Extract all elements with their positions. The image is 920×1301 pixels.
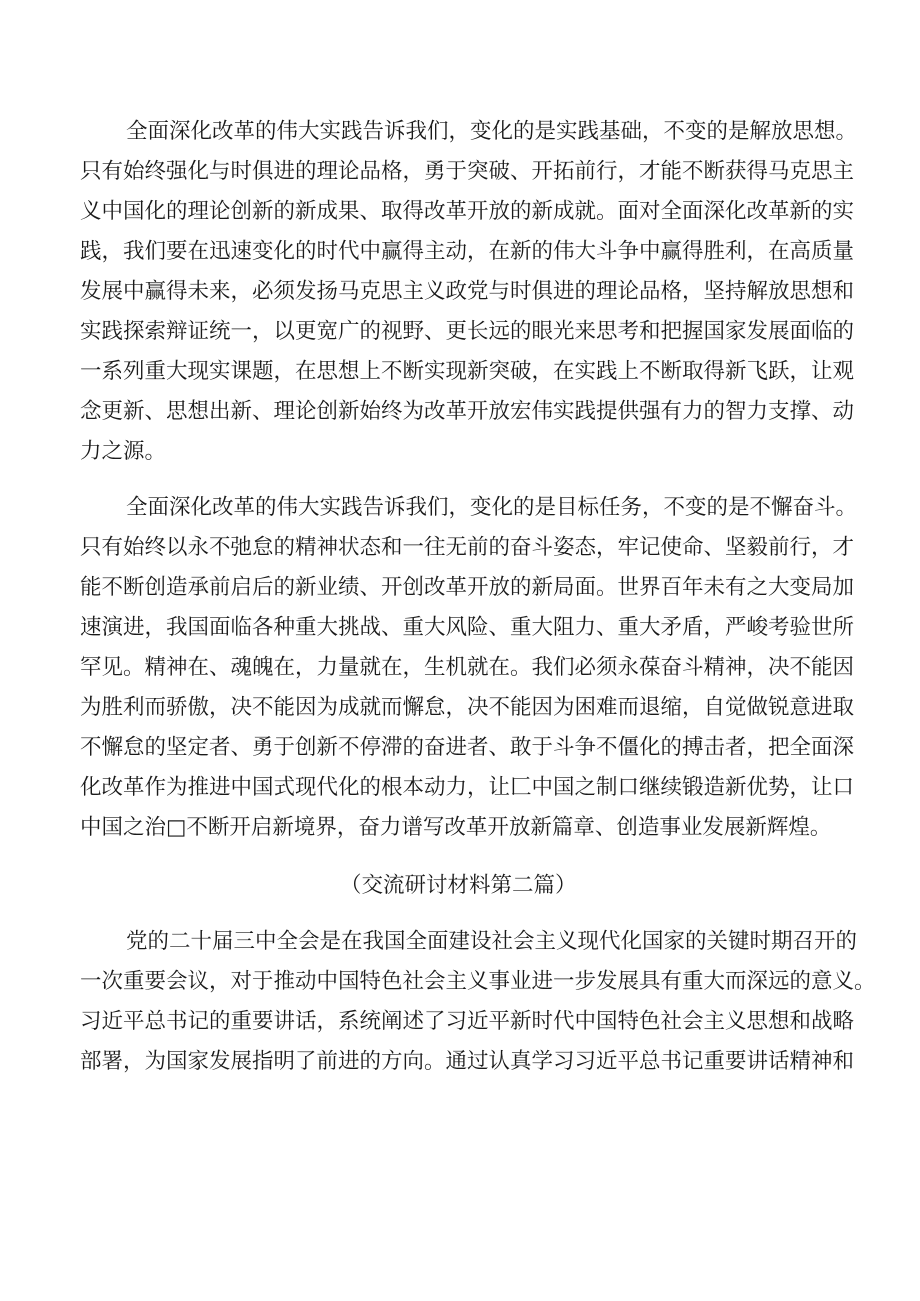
paragraph-line: 只有始终强化与时俱进的理论品格，勇于突破、开拓前行，才能不断获得马克思主: [80, 159, 855, 184]
paragraph-line: 党的二十届三中全会是在我国全面建设社会主义现代化国家的关键时期召开的: [126, 929, 858, 954]
paragraph-line: 能不断创造承前启后的新业绩、开创改革开放的新局面。世界百年未有之大变局加: [80, 575, 855, 600]
paragraph-line: 义中国化的理论创新的新成果、取得改革开放的新成就。面对全面深化改革新的实: [80, 199, 855, 224]
paragraph-line: 实践探索辩证统一，以更宽广的视野、更长远的眼光来思考和把握国家发展面临的: [80, 319, 855, 344]
paragraph-line: 一次重要会议，对于推动中国特色社会主义事业进一步发展具有重大而深远的意义。: [80, 969, 876, 994]
paragraph-line: 化改革作为推进中国式现代化的根本动力，让匚中国之制口继续锻造新优势，让口: [80, 775, 855, 800]
paragraph-line: 部署，为国家发展指明了前进的方向。通过认真学习习近平总书记重要讲话精神和: [80, 1049, 855, 1074]
paragraph-line: 速演进，我国面临各种重大挑战、重大风险、重大阻力、重大矛盾，严峻考验世所: [80, 615, 855, 640]
paragraph-line: 发展中赢得未来，必须发扬马克思主义政党与时俱进的理论品格，坚持解放思想和: [80, 279, 855, 304]
paragraph-line: 践，我们要在迅速变化的时代中赢得主动，在新的伟大斗争中赢得胜利，在高质量: [80, 239, 855, 264]
paragraph-line: 全面深化改革的伟大实践告诉我们，变化的是目标任务，不变的是不懈奋斗。: [126, 495, 858, 520]
paragraph-line: 一系列重大现实课题，在思想上不断实现新突破，在实践上不断取得新飞跃，让观: [80, 359, 855, 384]
section-heading: （交流研讨材料第二篇）: [340, 873, 577, 898]
paragraph-line: 力之源。: [80, 439, 167, 464]
paragraph-line: 不懈怠的坚定者、勇于创新不停滞的奋进者、敢于斗争不僵化的搏击者，把全面深: [80, 735, 855, 760]
paragraph-line: 习近平总书记的重要讲话，系统阐述了习近平新时代中国特色社会主义思想和战略: [80, 1009, 855, 1034]
paragraph-line: 全面深化改革的伟大实践告诉我们，变化的是实践基础，不变的是解放思想。: [126, 119, 858, 144]
paragraph-line: 只有始终以永不弛怠的精神状态和一往无前的奋斗姿态，牢记使命、坚毅前行，才: [80, 535, 855, 560]
paragraph-line: 念更新、思想出新、理论创新始终为改革开放宏伟实践提供强有力的智力支撑、动: [80, 399, 855, 424]
paragraph-line: 中国之治□不断开启新境界，奋力谱写改革开放新篇章、创造事业发展新辉煌。: [80, 815, 832, 840]
paragraph-line: 为胜利而骄傲，决不能因为成就而懈怠，决不能因为困难而退缩，自觉做锐意进取: [80, 695, 855, 720]
paragraph-line: 罕见。精神在、魂魄在，力量就在，生机就在。我们必须永葆奋斗精神，决不能因: [80, 655, 855, 680]
